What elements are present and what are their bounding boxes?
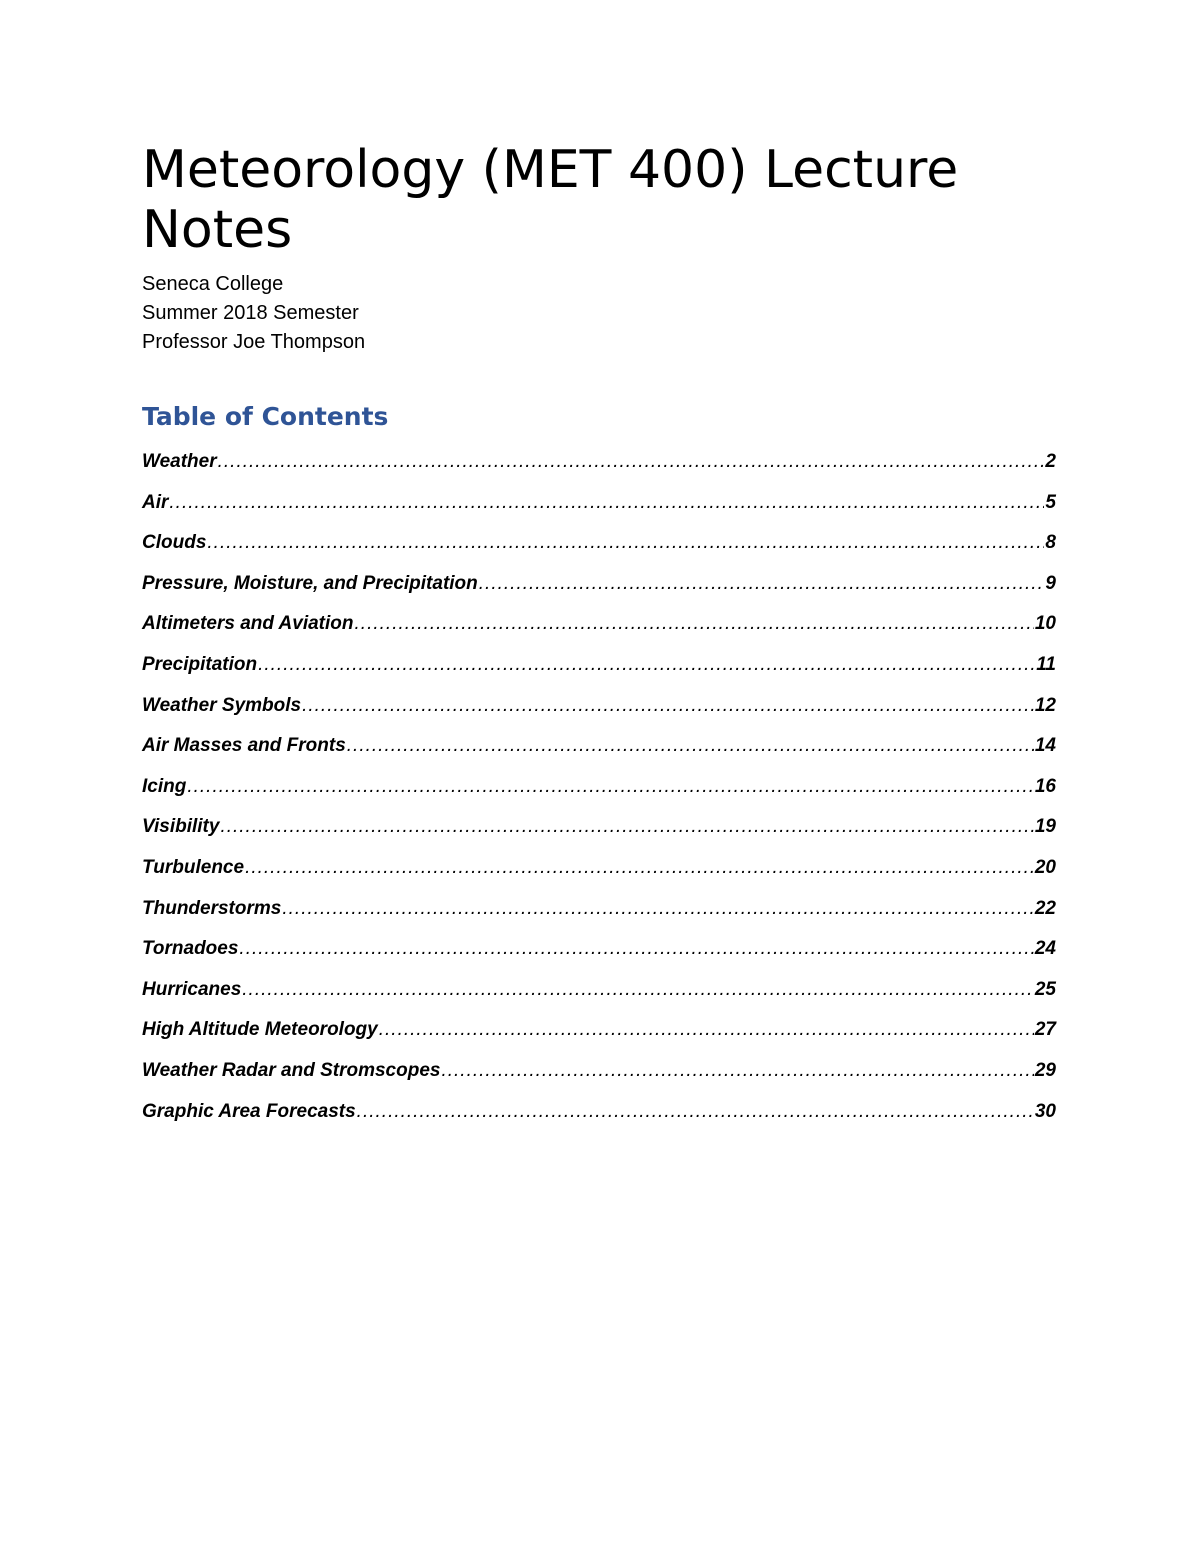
document-title: Meteorology (MET 400) Lecture Notes xyxy=(142,140,959,260)
toc-entry-label: Hurricanes xyxy=(142,978,242,1000)
toc-entry-label: Visibility xyxy=(142,816,220,838)
toc-entry[interactable] xyxy=(142,898,1056,939)
toc-entry[interactable] xyxy=(142,735,1056,776)
toc-entry[interactable] xyxy=(142,695,1056,736)
toc-dot-leader xyxy=(479,573,1045,595)
toc-dot-leader xyxy=(187,776,1034,798)
toc-dot-leader xyxy=(355,613,1034,635)
toc-entry[interactable] xyxy=(142,492,1056,533)
toc-entry-page: 25 xyxy=(1034,978,1056,1000)
toc-entry-label: Tornadoes xyxy=(142,938,239,960)
toc-entry[interactable] xyxy=(142,1019,1056,1060)
toc-entry-page: 8 xyxy=(1045,532,1056,554)
toc-dot-leader xyxy=(282,898,1034,920)
toc-entry[interactable] xyxy=(142,857,1056,898)
toc-dot-leader xyxy=(239,938,1033,960)
toc-entry[interactable] xyxy=(142,1101,1056,1142)
toc-entry[interactable] xyxy=(142,816,1056,857)
toc-entry-label: Weather Radar and Stromscopes xyxy=(142,1059,441,1081)
toc-entry-page: 29 xyxy=(1034,1059,1056,1081)
toc-entry-page: 5 xyxy=(1045,491,1056,513)
toc-entry-page: 2 xyxy=(1045,451,1056,472)
toc-entry[interactable] xyxy=(142,1060,1056,1101)
toc-entry[interactable] xyxy=(142,979,1056,1020)
institution-line: Seneca College xyxy=(142,273,284,295)
toc-entry-label: Precipitation xyxy=(142,653,258,675)
toc-dot-leader xyxy=(302,695,1034,717)
toc-entry-label: Air xyxy=(142,491,169,513)
toc-dot-leader xyxy=(258,654,1035,676)
toc-entry-label: Graphic Area Forecasts xyxy=(142,1100,356,1122)
toc-entry-label: Clouds xyxy=(142,532,207,554)
toc-dot-leader xyxy=(242,979,1034,1001)
toc-entry-label: Thunderstorms xyxy=(142,897,282,919)
toc-entry-label: Icing xyxy=(142,775,187,797)
toc-entry[interactable] xyxy=(142,938,1056,979)
table-of-contents xyxy=(142,451,1056,1141)
toc-entry[interactable] xyxy=(142,573,1056,614)
toc-entry-page: 10 xyxy=(1034,613,1056,635)
toc-entry-page: 22 xyxy=(1034,897,1056,919)
toc-entry-page: 27 xyxy=(1034,1019,1056,1041)
professor-line: Professor Joe Thompson xyxy=(142,331,366,353)
toc-entry-page: 11 xyxy=(1036,653,1056,675)
toc-dot-leader xyxy=(169,492,1044,514)
toc-dot-leader xyxy=(379,1019,1034,1041)
toc-dot-leader xyxy=(347,735,1034,757)
toc-entry[interactable] xyxy=(142,776,1056,817)
document-page xyxy=(142,140,1056,1141)
toc-dot-leader xyxy=(245,857,1034,879)
toc-entry[interactable] xyxy=(142,654,1056,695)
toc-entry-label: Air Masses and Fronts xyxy=(142,735,346,757)
toc-dot-leader xyxy=(441,1060,1033,1082)
toc-entry-page: 12 xyxy=(1034,694,1056,716)
document-meta xyxy=(142,270,1056,357)
semester-line: Summer 2018 Semester xyxy=(142,302,359,324)
toc-heading: Table of Contents xyxy=(142,402,389,431)
toc-entry-page: 19 xyxy=(1034,816,1056,838)
toc-entry-label: Weather xyxy=(142,451,217,472)
toc-entry-page: 24 xyxy=(1034,938,1056,960)
toc-entry[interactable] xyxy=(142,532,1056,573)
toc-dot-leader xyxy=(357,1101,1034,1123)
toc-entry-page: 30 xyxy=(1034,1100,1056,1122)
toc-entry[interactable] xyxy=(142,613,1056,654)
toc-entry-label: Weather Symbols xyxy=(142,694,302,716)
toc-entry-label: Turbulence xyxy=(142,856,245,878)
toc-entry-page: 9 xyxy=(1045,572,1056,594)
toc-entry-label: Pressure, Moisture, and Precipitation xyxy=(142,572,478,594)
toc-entry-page: 14 xyxy=(1034,735,1056,757)
toc-entry-page: 20 xyxy=(1034,856,1056,878)
toc-entry[interactable] xyxy=(142,451,1056,492)
toc-entry-label: High Altitude Meteorology xyxy=(142,1019,378,1041)
toc-dot-leader xyxy=(220,816,1033,838)
toc-dot-leader xyxy=(207,532,1044,554)
toc-dot-leader xyxy=(218,451,1045,473)
toc-entry-page: 16 xyxy=(1034,775,1056,797)
toc-entry-label: Altimeters and Aviation xyxy=(142,613,354,635)
